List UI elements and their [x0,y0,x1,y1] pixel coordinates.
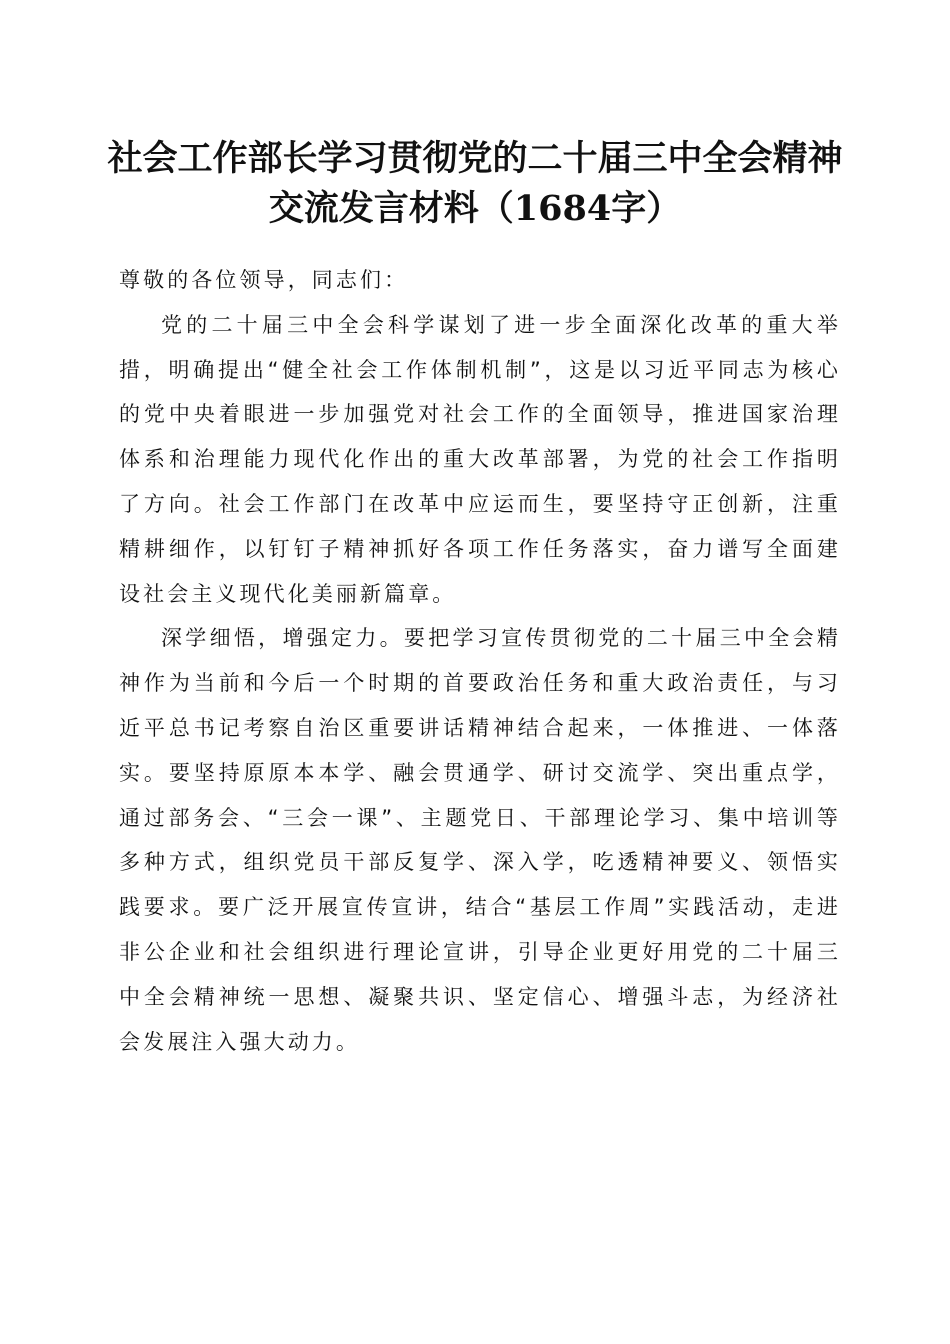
document-body [119,258,841,1064]
paragraph-study: 深学细悟，增强定力。要把学习宣传贯彻党的二十届三中全会精神作为当前和今后一个时期的首要政治任务和重大政治责任，与习近平总书记考察自治区重要讲话精神结合起来，一体推进、一体落实。要坚持原原本本学、融会贯通学、研讨交流学、突出重点学，通过部务会、“三会一课”、主题党日、干部理论学习、集中培训等多种方式，组织党员干部反复学、深入学，吃透精神要义、领悟实践要求。要广泛开展宣传宣讲，结合“基层工作周”实践活动，走进非公企业和社会组织进行理论宣讲，引导企业更好用党的二十届三中全会精神统一思想、凝聚共识、坚定信心、增强斗志，为经济社会发展注入强大动力。 [119,626,841,1054]
salutation: 尊敬的各位领导，同志们： [119,268,409,292]
document-title: 社会工作部长学习贯彻党的二十届三中全会精神交流发言材料（1684字） [107,138,843,229]
paragraph-intro: 党的二十届三中全会科学谋划了进一步全面深化改革的重大举措，明确提出“健全社会工作体制机制”，这是以习近平同志为核心的党中央着眼进一步加强党对社会工作的全面领导，推进国家治理体系和治理能力现代化作出的重大改革部署，为党的社会工作指明了方向。社会工作部门在改革中应运而生，要坚持守正创新，注重精耕细作，以钉钉子精神抓好各项工作任务落实，奋力谱写全面建设社会主义现代化美丽新篇章。 [119,312,841,606]
